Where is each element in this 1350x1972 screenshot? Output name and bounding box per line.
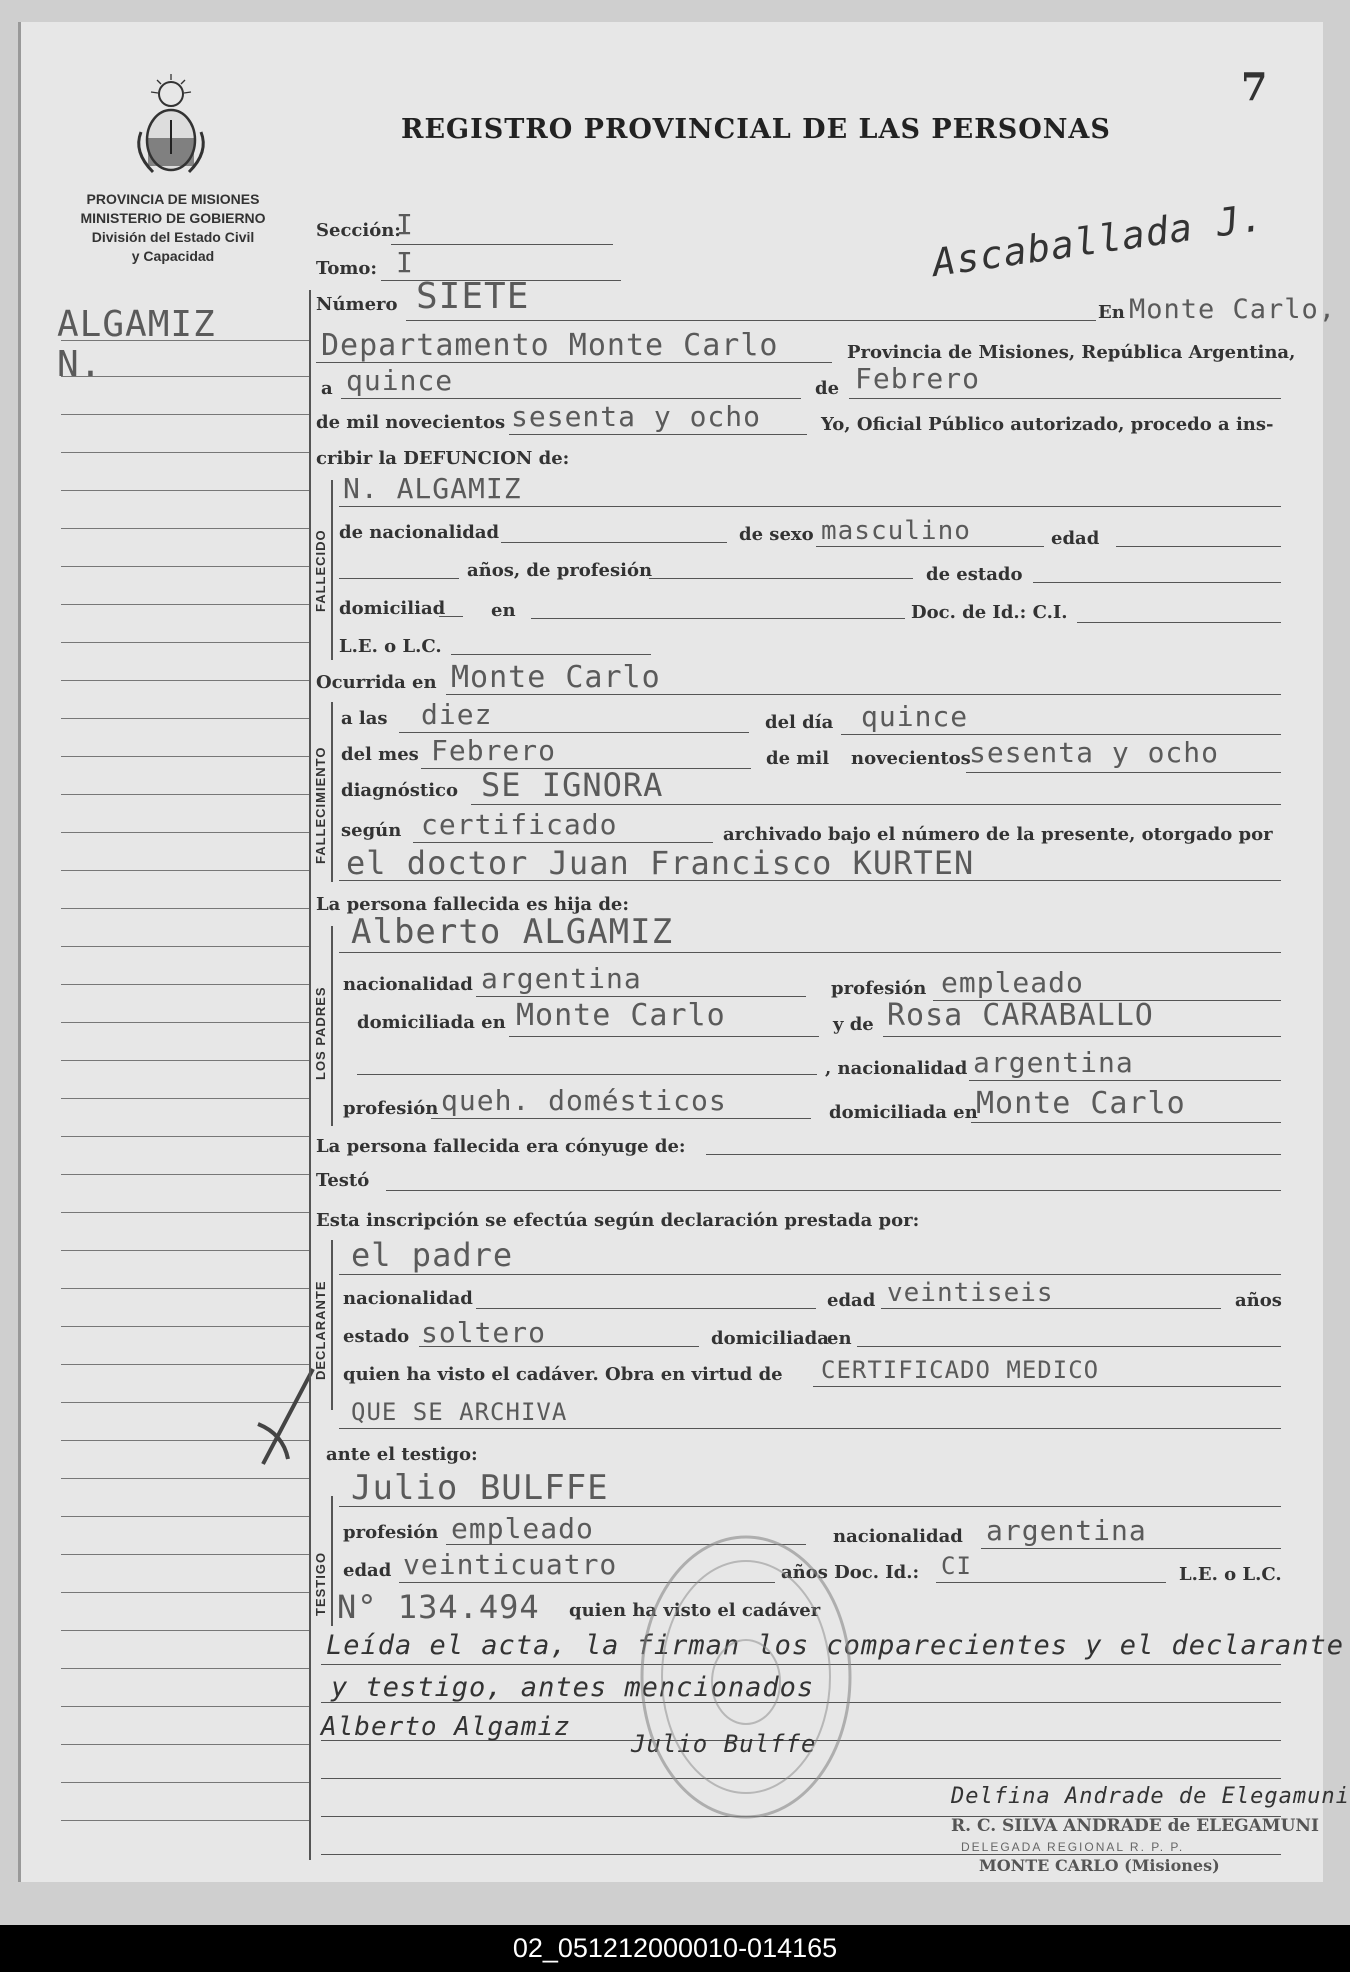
diagnostico-value: SE IGNORA — [481, 766, 664, 804]
ministry-label: MINISTERIO DE GOBIERNO — [80, 210, 266, 226]
coat-of-arms-icon — [131, 72, 211, 182]
official-seal-icon — [636, 1532, 856, 1822]
province-label: PROVINCIA DE MISIONES — [86, 191, 260, 207]
dia-value: quince — [346, 364, 454, 397]
seccion-label: Sección: — [316, 220, 401, 241]
testigo-edad-label: edad — [343, 1560, 392, 1581]
firma-testigo: Julio Bulffe — [631, 1730, 817, 1758]
firma-oficial: Delfina Andrade de Elegamuni — [951, 1784, 1350, 1809]
fallecido-en-label: en — [491, 600, 516, 621]
numero-label: Número — [316, 294, 398, 315]
a-las-label: a las — [341, 708, 388, 729]
hora-value: diez — [421, 698, 493, 731]
padres-section-label: LOS PADRES — [313, 986, 328, 1080]
testigo-nombre: Julio BULFFE — [351, 1468, 609, 1508]
fallecimiento-dia-value: quince — [861, 700, 969, 733]
page-number: 7 — [1241, 64, 1268, 109]
fallecimiento-mes-value: Febrero — [431, 734, 557, 767]
testigo-bracket — [331, 1496, 333, 1626]
fallecido-sexo-value: masculino — [821, 516, 971, 546]
madre-domiciliada-label: domiciliada en — [829, 1102, 978, 1123]
declarante-bracket — [331, 1240, 333, 1410]
testo-text: Testó — [316, 1170, 370, 1191]
testigo-nacionalidad-label: nacionalidad — [833, 1526, 963, 1547]
declarante-edad-label: edad — [827, 1290, 876, 1311]
testigo-profesion-value: empleado — [451, 1512, 594, 1545]
document-page — [18, 22, 1350, 1882]
declarante-nacionalidad-label: nacionalidad — [343, 1288, 473, 1309]
fallecido-nombre: N. ALGAMIZ — [343, 472, 522, 505]
numero-value: SIETE — [416, 276, 530, 317]
segun-label: según — [341, 820, 402, 841]
side-header — [63, 190, 283, 266]
padre-nacionalidad-label: nacionalidad — [343, 974, 473, 995]
fallecido-estado-label: de estado — [926, 564, 1023, 585]
testigo-section-label: TESTIGO — [313, 1551, 328, 1616]
hija-text: La persona fallecida es hija de: — [316, 894, 630, 915]
madre-profesion-label: profesión — [343, 1098, 439, 1119]
padre-domiciliada-label: domiciliada en — [357, 1012, 506, 1033]
tomo-value: I — [396, 246, 414, 279]
departamento-value: Departamento Monte Carlo — [321, 328, 779, 363]
padre-nacionalidad-value: argentina — [481, 962, 642, 995]
fallecido-le-lc-label: L.E. o L.C. — [339, 636, 442, 657]
fallecido-nacionalidad-label: de nacionalidad — [339, 522, 500, 543]
de-mil-label: de mil novecientos — [316, 412, 506, 433]
signature-top: Ascaballada J. — [929, 194, 1267, 286]
oficial-text: Yo, Oficial Público autorizado, procedo a ins- — [821, 414, 1274, 435]
testigo-anios-doc-label: años Doc. Id.: — [781, 1562, 920, 1583]
declarante-visto-text: quien ha visto el cadáver. Obra en virtud de — [343, 1364, 783, 1385]
fallecido-doc-label: Doc. de Id.: C.I. — [911, 602, 1068, 623]
madre-profesion-value: queh. domésticos — [441, 1084, 727, 1117]
en-value: Monte Carlo, — [1129, 294, 1337, 325]
ocurrida-value: Monte Carlo — [451, 660, 661, 695]
declarante-edad-value: veintiseis — [887, 1278, 1054, 1308]
otorgado-value: el doctor Juan Francisco KURTEN — [346, 844, 975, 882]
testigo-visto-text: quien ha visto el cadáver — [569, 1600, 821, 1621]
cribir-text: cribir la DEFUNCION de: — [316, 448, 570, 469]
fallecimiento-bracket — [331, 702, 333, 882]
fallecimiento-novecientos-label: novecientos — [851, 748, 971, 769]
inscripcion-text: Esta inscripción se efectúa según declaración prestada por: — [316, 1210, 920, 1231]
testigo-edad-value: veinticuatro — [403, 1548, 618, 1581]
madre-nacionalidad-label: , nacionalidad — [825, 1058, 968, 1079]
ante-testigo-text: ante el testigo: — [326, 1444, 478, 1465]
fallecido-sexo-label: de sexo — [739, 524, 814, 545]
padre-domicilio-value: Monte Carlo — [516, 998, 726, 1033]
declarante-section-label: DECLARANTE — [313, 1280, 328, 1380]
testigo-doc-value: CI — [941, 1552, 972, 1580]
padre-profesion-label: profesión — [831, 978, 927, 999]
del-mes-label: del mes — [341, 744, 419, 765]
madre-nacionalidad-value: argentina — [973, 1046, 1134, 1079]
conyuge-text: La persona fallecida era cónyuge de: — [316, 1136, 686, 1157]
anio-value: sesenta y ocho — [511, 400, 762, 433]
a-label: a — [321, 378, 333, 399]
y-de-label: y de — [833, 1014, 874, 1035]
en-label: En — [1098, 302, 1125, 323]
madre-domicilio-value: Monte Carlo — [976, 1086, 1186, 1121]
margin-cross-mark — [243, 1364, 333, 1474]
padre-profesion-value: empleado — [941, 966, 1084, 999]
margin-surname: ALGAMIZ — [57, 304, 216, 345]
seccion-value: I — [396, 208, 414, 241]
padres-bracket — [331, 926, 333, 1126]
fallecido-bracket — [331, 480, 333, 660]
fallecido-edad-label: edad — [1051, 528, 1100, 549]
margin-given-name: N. — [57, 344, 103, 385]
declarante-obra-value: CERTIFICADO MEDICO — [821, 1356, 1100, 1384]
fallecimiento-anio-value: sesenta y ocho — [969, 736, 1220, 769]
archivado-text: archivado bajo el número de la presente, otorgado por — [723, 824, 1273, 845]
tomo-label: Tomo: — [316, 258, 378, 279]
capacity-label: y Capacidad — [131, 248, 215, 264]
provincia-text: Provincia de Misiones, República Argentina, — [847, 342, 1296, 363]
fallecido-domiciliad-label: domiciliad — [339, 598, 446, 619]
testigo-nacionalidad-value: argentina — [986, 1514, 1147, 1547]
fallecimiento-section-label: FALLECIMIENTO — [313, 746, 328, 864]
stamp-line1: R. C. SILVA ANDRADE de ELEGAMUNI — [951, 1816, 1319, 1836]
segun-value: certificado — [421, 808, 618, 841]
madre-nombre: Rosa CARABALLO — [887, 998, 1154, 1033]
diagnostico-label: diagnóstico — [341, 780, 459, 801]
declarante-domiciliada-label: domiciliada — [711, 1328, 829, 1349]
del-dia-label: del día — [765, 712, 834, 733]
declarante-nombre: el padre — [351, 1236, 514, 1274]
de-label: de — [815, 378, 840, 399]
closing-line1: Leída el acta, la firman los comparecientes y el declarante — [326, 1630, 1345, 1661]
declarante-obra-value2: QUE SE ARCHIVA — [351, 1398, 568, 1426]
ocurrida-label: Ocurrida en — [316, 672, 437, 693]
fallecido-section-label: FALLECIDO — [313, 529, 328, 612]
closing-line2: y testigo, antes mencionados — [331, 1672, 815, 1703]
division-label: División del Estado Civil — [91, 229, 255, 245]
padre-nombre: Alberto ALGAMIZ — [351, 912, 674, 952]
image-caption: 02_051212000010-014165 — [0, 1925, 1350, 1972]
testigo-le-lc-label: L.E. o L.C. — [1179, 1564, 1282, 1585]
declarante-en-label: en — [827, 1328, 852, 1349]
firma-declarante: Alberto Algamiz — [321, 1712, 571, 1742]
mes-value: Febrero — [855, 362, 981, 395]
margin-divider — [309, 290, 311, 1860]
stamp-line3: MONTE CARLO (Misiones) — [979, 1856, 1220, 1875]
testigo-profesion-label: profesión — [343, 1522, 439, 1543]
testigo-numero-value: N° 134.494 — [337, 1588, 540, 1626]
fallecido-anios-profesion-label: años, de profesión — [467, 560, 653, 581]
fallecimiento-de-mil-label: de mil — [766, 748, 830, 769]
stamp-line2: DELEGADA REGIONAL R. P. P. — [961, 1840, 1185, 1854]
declarante-anios-label: años — [1235, 1290, 1282, 1311]
page-title: REGISTRO PROVINCIAL DE LAS PERSONAS — [401, 114, 1111, 145]
declarante-estado-label: estado — [343, 1326, 410, 1347]
declarante-estado-value: soltero — [421, 1316, 547, 1349]
